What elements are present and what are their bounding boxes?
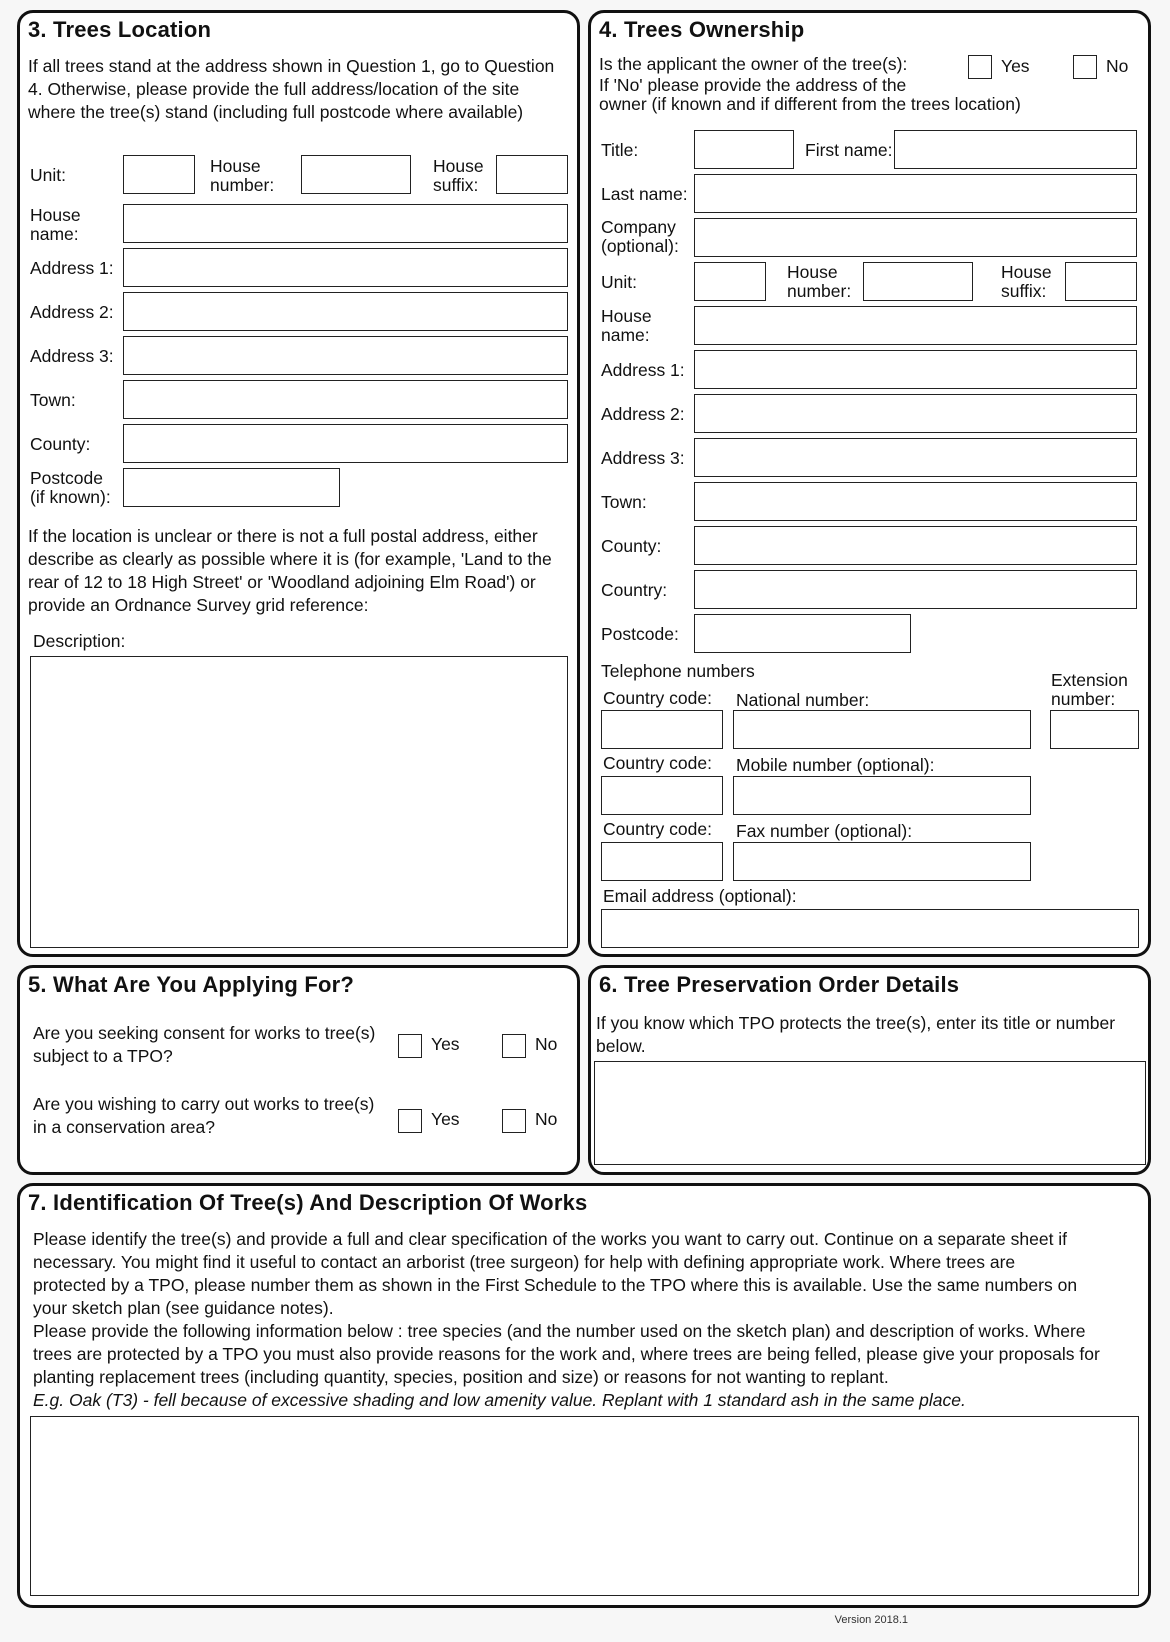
conservation-no-label: No [535,1109,558,1129]
town-label: Town: [601,492,647,512]
postcode-field[interactable] [123,468,340,507]
fax-number-field[interactable] [733,842,1031,881]
address3-field[interactable] [694,438,1137,477]
owner-question: Is the applicant the owner of the tree(s): [599,54,908,74]
town-field[interactable] [123,380,568,419]
section-title: 6. Tree Preservation Order Details [599,972,960,997]
house-suffix-label: House [433,156,484,176]
instruction-line: Please identify the tree(s) and provide a full and clear specification of the works you want to carry out. Continue on a separate sheet if [33,1229,1068,1249]
mobile-number-field[interactable] [733,776,1031,815]
instruction-line: trees are protected by a TPO you must also provide reasons for the work and, where trees are being felled, please give your proposals for [33,1344,1100,1364]
house-suffix-label: House [1001,262,1052,282]
description-field[interactable] [30,656,568,948]
town-label: Town: [30,390,76,410]
house-name-label: name: [601,325,650,345]
tpo-yes-label: Yes [431,1034,460,1054]
house-name-field[interactable] [694,306,1137,345]
tpo-details-text: If you know which TPO protects the tree(s), enter its title or number [596,1013,1116,1033]
national-number-label: National number: [736,690,870,710]
house-suffix-field[interactable] [496,155,568,194]
unit-label: Unit: [601,272,637,292]
house-suffix-label: suffix: [1001,281,1047,301]
address2-field[interactable] [123,292,568,331]
owner-question-line3: owner (if known and if different from the trees location) [599,94,1021,114]
company-field[interactable] [694,218,1137,257]
address2-label: Address 2: [30,302,114,322]
instruction-line: Please provide the following information below : tree species (and the number used on the sketch plan) and description of works. Where [33,1321,1086,1341]
country-code-label: Country code: [603,753,712,773]
instruction-line: protected by a TPO, please number them as shown in the First Schedule to the TPO where this is available. Use the same numbers on [33,1275,1078,1295]
county-label: County: [30,434,91,454]
house-name-label: name: [30,224,79,244]
tpo-no-checkbox[interactable] [502,1034,526,1058]
section-applying-for [17,965,580,1175]
county-field[interactable] [694,526,1137,565]
house-number-label: number: [210,175,275,195]
section-trees-ownership [588,10,1151,957]
address1-label: Address 1: [30,258,114,278]
postcode-label: (if known): [30,487,111,507]
house-number-label: House [787,262,838,282]
house-name-field[interactable] [123,204,568,243]
intro-line: 4. Otherwise, please provide the full address/location of the site [28,79,520,99]
first-name-field[interactable] [894,130,1137,169]
postcode-label: Postcode: [601,624,679,644]
postcode-label: Postcode [30,468,103,488]
section-title: 4. Trees Ownership [599,17,805,42]
conservation-yes-label: Yes [431,1109,460,1129]
owner-question-line2: If 'No' please provide the address of the [599,75,907,95]
last-name-field[interactable] [694,174,1137,213]
last-name-label: Last name: [601,184,688,204]
address2-field[interactable] [694,394,1137,433]
conservation-question: Are you wishing to carry out works to tree(s) [33,1094,375,1114]
house-name-label: House [601,306,652,326]
house-name-label: House [30,205,81,225]
conservation-yes-checkbox[interactable] [398,1109,422,1133]
house-suffix-label: suffix: [433,175,479,195]
national-number-field[interactable] [733,710,1031,749]
instruction-line: planting replacement trees (including quantity, species, position and size) or reasons for not wanting to replant. [33,1367,889,1387]
intro-line: where the tree(s) stand (including full postcode where available) [28,102,524,122]
extension-label: Extension [1051,670,1128,690]
section-title: 3. Trees Location [28,17,212,42]
country-code-label: Country code: [603,688,712,708]
house-suffix-field[interactable] [1065,262,1137,301]
fax-label: Fax number (optional): [736,821,913,841]
location-note-line: If the location is unclear or there is not a full postal address, either [28,526,538,546]
conservation-question: in a conservation area? [33,1117,215,1137]
address1-label: Address 1: [601,360,685,380]
tpo-details-text: below. [596,1036,646,1056]
section-tpo-details [588,965,1151,1175]
country-label: Country: [601,580,668,600]
instruction-line: your sketch plan (see guidance notes). [33,1298,334,1318]
instruction-line: necessary. You might find it useful to contact an arborist (tree surgeon) for help with defining appropriate work. Where trees are [33,1252,1016,1272]
house-number-field[interactable] [301,155,411,194]
owner-no-checkbox[interactable] [1073,55,1097,79]
country-field[interactable] [694,570,1137,609]
location-note-line: provide an Ordnance Survey grid reference: [28,595,369,615]
house-number-field[interactable] [863,262,973,301]
section-tree-identification [17,1183,1151,1608]
title-field[interactable] [694,130,794,169]
extension-field[interactable] [1050,710,1139,749]
conservation-no-checkbox[interactable] [502,1109,526,1133]
mobile-label: Mobile number (optional): [736,755,935,775]
unit-field[interactable] [694,262,766,301]
email-label: Email address (optional): [603,886,797,906]
county-label: County: [601,536,662,556]
section-title: 5. What Are You Applying For? [28,972,355,997]
town-field[interactable] [694,482,1137,521]
unit-field[interactable] [123,155,195,194]
owner-no-label: No [1106,56,1129,76]
address3-field[interactable] [123,336,568,375]
tpo-no-label: No [535,1034,558,1054]
county-field[interactable] [123,424,568,463]
house-number-label: number: [787,281,852,301]
telephone-heading: Telephone numbers [601,661,755,681]
version-label: Version 2018.1 [834,1614,908,1626]
tpo-question: Are you seeking consent for works to tree(s) [33,1023,376,1043]
works-description-field[interactable] [30,1416,1139,1596]
mobile-country-code-field[interactable] [601,776,723,815]
tpo-question: subject to a TPO? [33,1046,173,1066]
section-title: 7. Identification Of Tree(s) And Description Of Works [28,1190,588,1215]
extension-label: number: [1051,689,1116,709]
owner-yes-label: Yes [1001,56,1030,76]
title-label: Title: [601,140,639,160]
location-note-line: rear of 12 to 18 High Street' or 'Woodland adjoining Elm Road') or [28,572,536,592]
description-label: Description: [33,631,126,651]
address3-label: Address 3: [30,346,114,366]
example-line: E.g. Oak (T3) - fell because of excessive shading and low amenity value. Replant with 1 standard ash in the same place. [33,1390,966,1410]
address3-label: Address 3: [601,448,685,468]
intro-line: If all trees stand at the address shown in Question 1, go to Question [28,56,555,76]
tpo-yes-checkbox[interactable] [398,1034,422,1058]
unit-label: Unit: [30,165,66,185]
country-code-label: Country code: [603,819,712,839]
company-label: (optional): [601,236,679,256]
address2-label: Address 2: [601,404,685,424]
owner-yes-checkbox[interactable] [968,55,992,79]
postcode-field[interactable] [694,614,911,653]
section-trees-location [17,10,580,957]
address1-field[interactable] [123,248,568,287]
fax-country-code-field[interactable] [601,842,723,881]
email-field[interactable] [601,909,1139,948]
first-name-label: First name: [805,140,893,160]
phone-country-code-field[interactable] [601,710,723,749]
house-number-label: House [210,156,261,176]
company-label: Company [601,217,676,237]
tpo-details-field[interactable] [594,1061,1146,1165]
location-note-line: describe as clearly as possible where it is (for example, 'Land to the [28,549,552,569]
address1-field[interactable] [694,350,1137,389]
